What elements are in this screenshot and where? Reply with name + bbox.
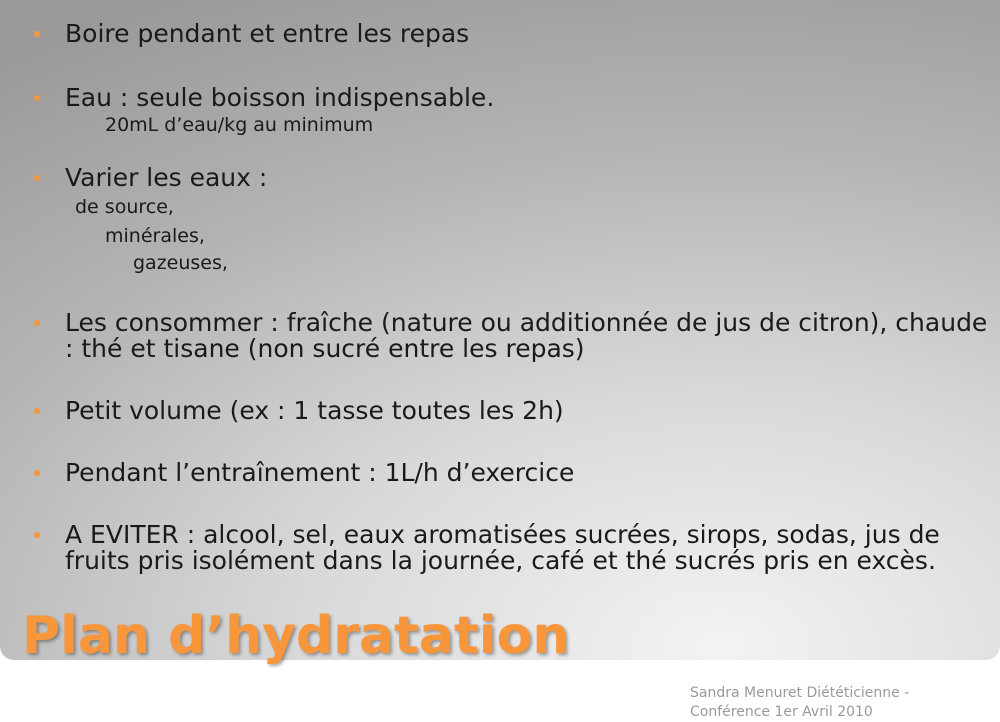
bullet-item (65, 310, 990, 362)
bullet-item (65, 85, 990, 111)
sub-line-source: de source, (75, 196, 174, 218)
bullet-text: Varier les eaux : (65, 163, 268, 192)
bullet-dot-icon (34, 320, 40, 326)
footer-credit (690, 684, 980, 722)
bullet-text: Eau : seule boisson indispensable. (65, 83, 495, 112)
bullet-dot-icon (34, 175, 40, 181)
bullet-dot-icon (34, 95, 40, 101)
bullet-text: A EVITER : alcool, sel, eaux aromatisées sucrées, sirops, sodas, jus de fruits pris isolément dans la journée, café et thé sucrés pris en excès. (65, 520, 940, 575)
bullet-dot-icon (34, 532, 40, 538)
bullet-dot-icon (34, 408, 40, 414)
bullet-item (65, 165, 990, 191)
footer-line-1: Sandra Menuret Diététicienne - (690, 685, 910, 701)
bullet-item (65, 460, 990, 486)
bullet-text: Pendant l’entraînement : 1L/h d’exercice (65, 458, 575, 487)
bullet-item (65, 398, 990, 424)
bullet-dot-icon (34, 31, 40, 37)
slide-title: Plan d’hydratation (22, 606, 570, 666)
bullet-text: Petit volume (ex : 1 tasse toutes les 2h) (65, 396, 564, 425)
bullet-text: Boire pendant et entre les repas (65, 19, 470, 48)
bullet-text: Les consommer : fraîche (nature ou additionnée de jus de citron), chaude : thé et tisane (non sucré entre les repas) (65, 308, 988, 363)
bullet-dot-icon (34, 470, 40, 476)
bullet-item (65, 522, 965, 574)
sub-line-minerales: minérales, (105, 225, 205, 247)
sub-line-eau-detail: 20mL d’eau/kg au minimum (105, 114, 374, 136)
footer-line-2: Conférence 1er Avril 2010 (690, 704, 873, 720)
bullet-item (65, 21, 990, 47)
sub-line-gazeuses: gazeuses, (133, 252, 228, 274)
